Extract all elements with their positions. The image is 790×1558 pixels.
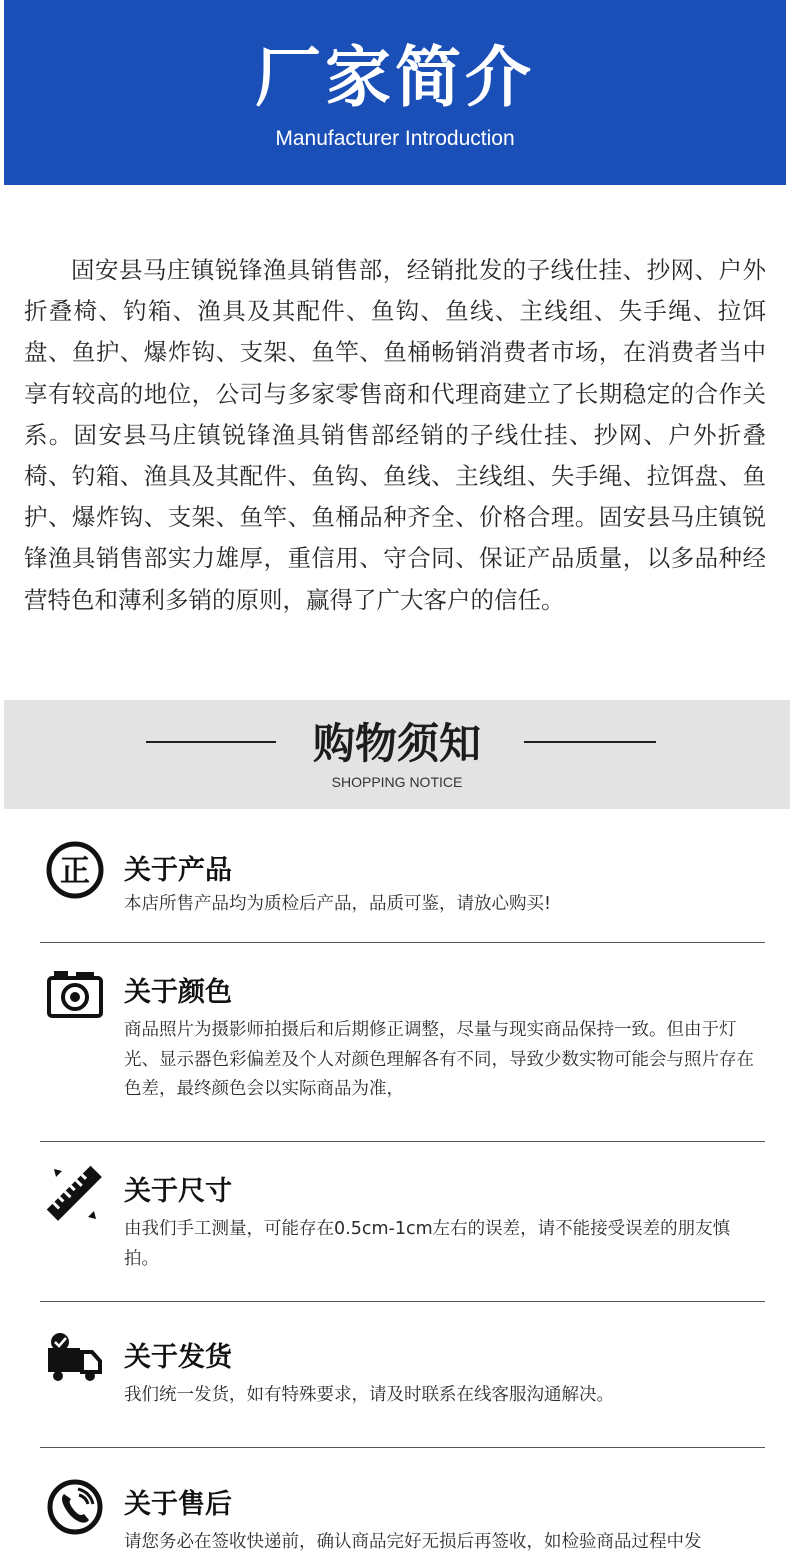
notice-title: 购物须知 xyxy=(312,719,481,768)
item-heading: 关于售后 xyxy=(124,1489,232,1520)
banner-subtitle: Manufacturer Introduction xyxy=(275,127,515,150)
company-intro-text: 固安县马庄镇锐锋渔具销售部，经销批发的子线仕挂、抄网、户外折叠椅、钓箱、渔具及其配件、鱼钩、鱼线、主线组、失手绳、拉饵盘、鱼护、爆炸钩、支架、鱼竿、鱼桶畅销消费者市场，在消费者当中享有较高的地位，公司与多家零售商和代理商建立了长期稳定的合作关系。固安县马庄镇锐锋渔具销售部经销的子线仕挂、抄网、户外折叠椅、钓箱、渔具及其配件、鱼钩、鱼线、主线组、失手绳、拉饵盘、鱼护、爆炸钩、支架、鱼竿、鱼桶品种齐全、价格合理。固安县马庄镇锐锋渔具销售部实力雄厚，重信用、守合同、保证产品质量，以多品种经营特色和薄利多销的原则，赢得了广大客户的信任。 xyxy=(24,256,766,614)
phone-service-icon xyxy=(46,1478,104,1536)
quality-badge-icon xyxy=(46,841,104,899)
item-heading: 关于发货 xyxy=(124,1342,232,1373)
item-divider xyxy=(40,942,765,943)
camera-icon xyxy=(46,966,104,1024)
notice-subtitle: SHOPPING NOTICE xyxy=(331,774,463,790)
item-heading: 关于尺寸 xyxy=(124,1176,232,1207)
item-heading: 关于颜色 xyxy=(124,977,232,1008)
ruler-icon xyxy=(46,1165,104,1223)
shopping-notice-header xyxy=(4,700,790,809)
item-body: 本店所售产品均为质检后产品，品质可鉴，请放心购买! xyxy=(124,894,552,914)
banner-title: 厂家简介 xyxy=(255,39,535,116)
notice-title-left-rule xyxy=(146,741,276,743)
item-divider xyxy=(40,1301,765,1302)
item-body: 由我们手工测量，可能存在0.5cm-1cm左右的误差，请不能接受误差的朋友慎拍。 xyxy=(124,1219,731,1269)
notice-title-right-rule xyxy=(524,741,656,743)
item-body: 商品照片为摄影师拍摄后和后期修正调整，尽量与现实商品保持一致。但由于灯光、显示器色彩偏差及个人对颜色理解各有不同，导致少数实物可能会与照片存在色差，最终颜色会以实际商品为准， xyxy=(124,1020,754,1099)
svg-text:正: 正 xyxy=(60,854,90,889)
delivery-truck-icon xyxy=(46,1330,104,1388)
item-body: 我们统一发货，如有特殊要求，请及时联系在线客服沟通解决。 xyxy=(124,1385,614,1405)
manufacturer-intro-banner xyxy=(4,0,786,185)
item-body: 请您务必在签收快递前，确认商品完好无损后再签收，如检验商品过程中发 xyxy=(124,1532,702,1552)
item-divider xyxy=(40,1447,765,1448)
item-heading: 关于产品 xyxy=(124,855,232,886)
item-divider xyxy=(40,1141,765,1142)
